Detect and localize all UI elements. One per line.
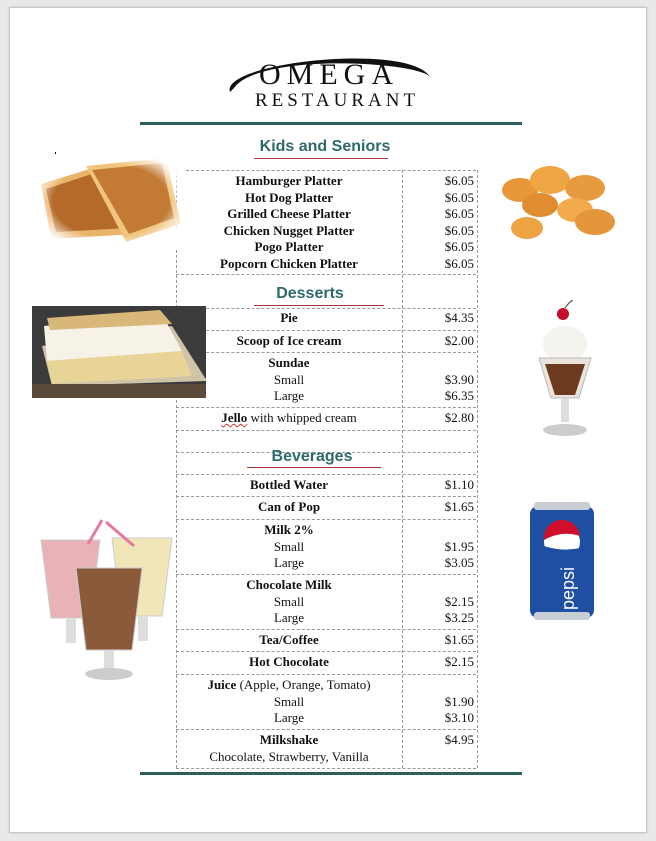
pie-slice-image xyxy=(32,306,206,398)
menu-item-price: $3.05 xyxy=(444,555,474,570)
bottom-rule xyxy=(140,772,522,775)
jello-word: Jello xyxy=(221,410,248,425)
section-title-beverages: Beverages xyxy=(271,448,353,465)
menu-item-name: Popcorn Chicken Platter xyxy=(220,255,358,271)
row-divider xyxy=(176,430,476,431)
menu-item-name: Chocolate Milk xyxy=(246,577,332,592)
menu-item-price: $6.05 xyxy=(444,239,474,254)
jello-desc: with whipped cream xyxy=(247,410,357,425)
row-divider xyxy=(176,274,476,275)
size-label: Large xyxy=(273,555,305,570)
menu-item-name: Hot Dog Platter xyxy=(244,189,334,205)
row-divider xyxy=(176,729,476,730)
menu-item-name: Milk 2% xyxy=(264,522,314,537)
menu-item-name: Can of Pop xyxy=(257,499,321,514)
menu-item-price: $2.00 xyxy=(444,333,474,348)
size-label: Large xyxy=(273,710,305,725)
row-divider xyxy=(176,651,476,652)
menu-item-name: Hamburger Platter xyxy=(235,173,343,188)
row-divider xyxy=(176,308,476,309)
menu-item-name: Bottled Water xyxy=(249,477,329,492)
pepsi-label: pepsi xyxy=(558,566,578,610)
chicken-nuggets-image xyxy=(495,160,625,245)
menu-item-price: $6.05 xyxy=(444,222,474,238)
menu-item-name: Hot Chocolate xyxy=(249,654,329,669)
size-label: Small xyxy=(273,693,305,709)
menu-item-name: Milkshake xyxy=(259,732,319,747)
menu-item-name: Pie xyxy=(280,310,298,325)
menu-item-name: Grilled Cheese Platter xyxy=(227,206,351,221)
milkshakes-image xyxy=(36,518,180,683)
section-title-desserts: Desserts xyxy=(276,285,344,302)
menu-item-name xyxy=(176,677,402,694)
juice-desc: (Apple, Orange, Tomato) xyxy=(236,677,371,692)
section-title-kids: Kids and Seniors xyxy=(259,138,391,155)
size-label: Small xyxy=(273,371,305,387)
grilled-cheese-image xyxy=(36,154,186,248)
logo-line2: RESTAURANT xyxy=(254,90,420,111)
menu-item-price: $6.05 xyxy=(444,189,474,205)
menu-item-name: Tea/Coffee xyxy=(259,632,319,647)
menu-item-price: $1.10 xyxy=(444,477,474,492)
title-underline xyxy=(254,305,384,306)
top-rule xyxy=(140,122,522,125)
menu-item-name xyxy=(176,410,402,427)
row-divider xyxy=(176,674,476,675)
row-divider xyxy=(176,352,476,353)
row-divider xyxy=(176,407,476,408)
menu-item-name: Scoop of Ice cream xyxy=(236,333,342,348)
size-label: Large xyxy=(273,388,305,403)
title-underline xyxy=(254,158,388,159)
menu-item-name: Pogo Platter xyxy=(254,239,324,254)
row-divider xyxy=(176,474,476,475)
menu-item-price: $6.05 xyxy=(444,255,474,271)
menu-item-price: $6.05 xyxy=(444,173,474,188)
menu-item-name: Sundae xyxy=(268,355,310,370)
row-divider xyxy=(176,768,476,769)
menu-item-price: $1.90 xyxy=(444,693,474,709)
row-divider xyxy=(176,574,476,575)
milkshake-flavors: Chocolate, Strawberry, Vanilla xyxy=(209,748,369,764)
menu-item-name: Chicken Nugget Platter xyxy=(223,222,355,238)
row-divider xyxy=(176,496,476,497)
juice-word: Juice xyxy=(207,677,237,692)
menu-item-price: $1.65 xyxy=(444,499,474,514)
menu-item-price: $4.95 xyxy=(444,732,474,747)
row-divider xyxy=(176,170,476,171)
menu-item-price: $3.90 xyxy=(444,371,474,387)
menu-item-price: $2.80 xyxy=(444,410,474,425)
menu-item-price: $4.35 xyxy=(444,310,474,325)
row-divider xyxy=(176,519,476,520)
menu-item-price: $6.05 xyxy=(444,206,474,221)
menu-item-price: $2.15 xyxy=(444,654,474,669)
size-label: Small xyxy=(273,538,305,554)
menu-item-price: $3.25 xyxy=(444,610,474,625)
menu-item-price: $2.15 xyxy=(444,593,474,609)
row-divider xyxy=(176,330,476,331)
logo-line1: OMEGA xyxy=(259,58,399,91)
menu-item-price: $6.35 xyxy=(444,388,474,403)
size-label: Small xyxy=(273,593,305,609)
menu-item-price: $1.65 xyxy=(444,632,474,647)
omega-restaurant-logo xyxy=(220,52,436,114)
title-underline xyxy=(247,467,381,468)
menu-item-price: $1.95 xyxy=(444,538,474,554)
row-divider xyxy=(176,629,476,630)
sundae-image xyxy=(533,300,597,444)
pepsi-can-image xyxy=(528,500,596,622)
menu-item-price: $3.10 xyxy=(444,710,474,725)
size-label: Large xyxy=(273,610,305,625)
